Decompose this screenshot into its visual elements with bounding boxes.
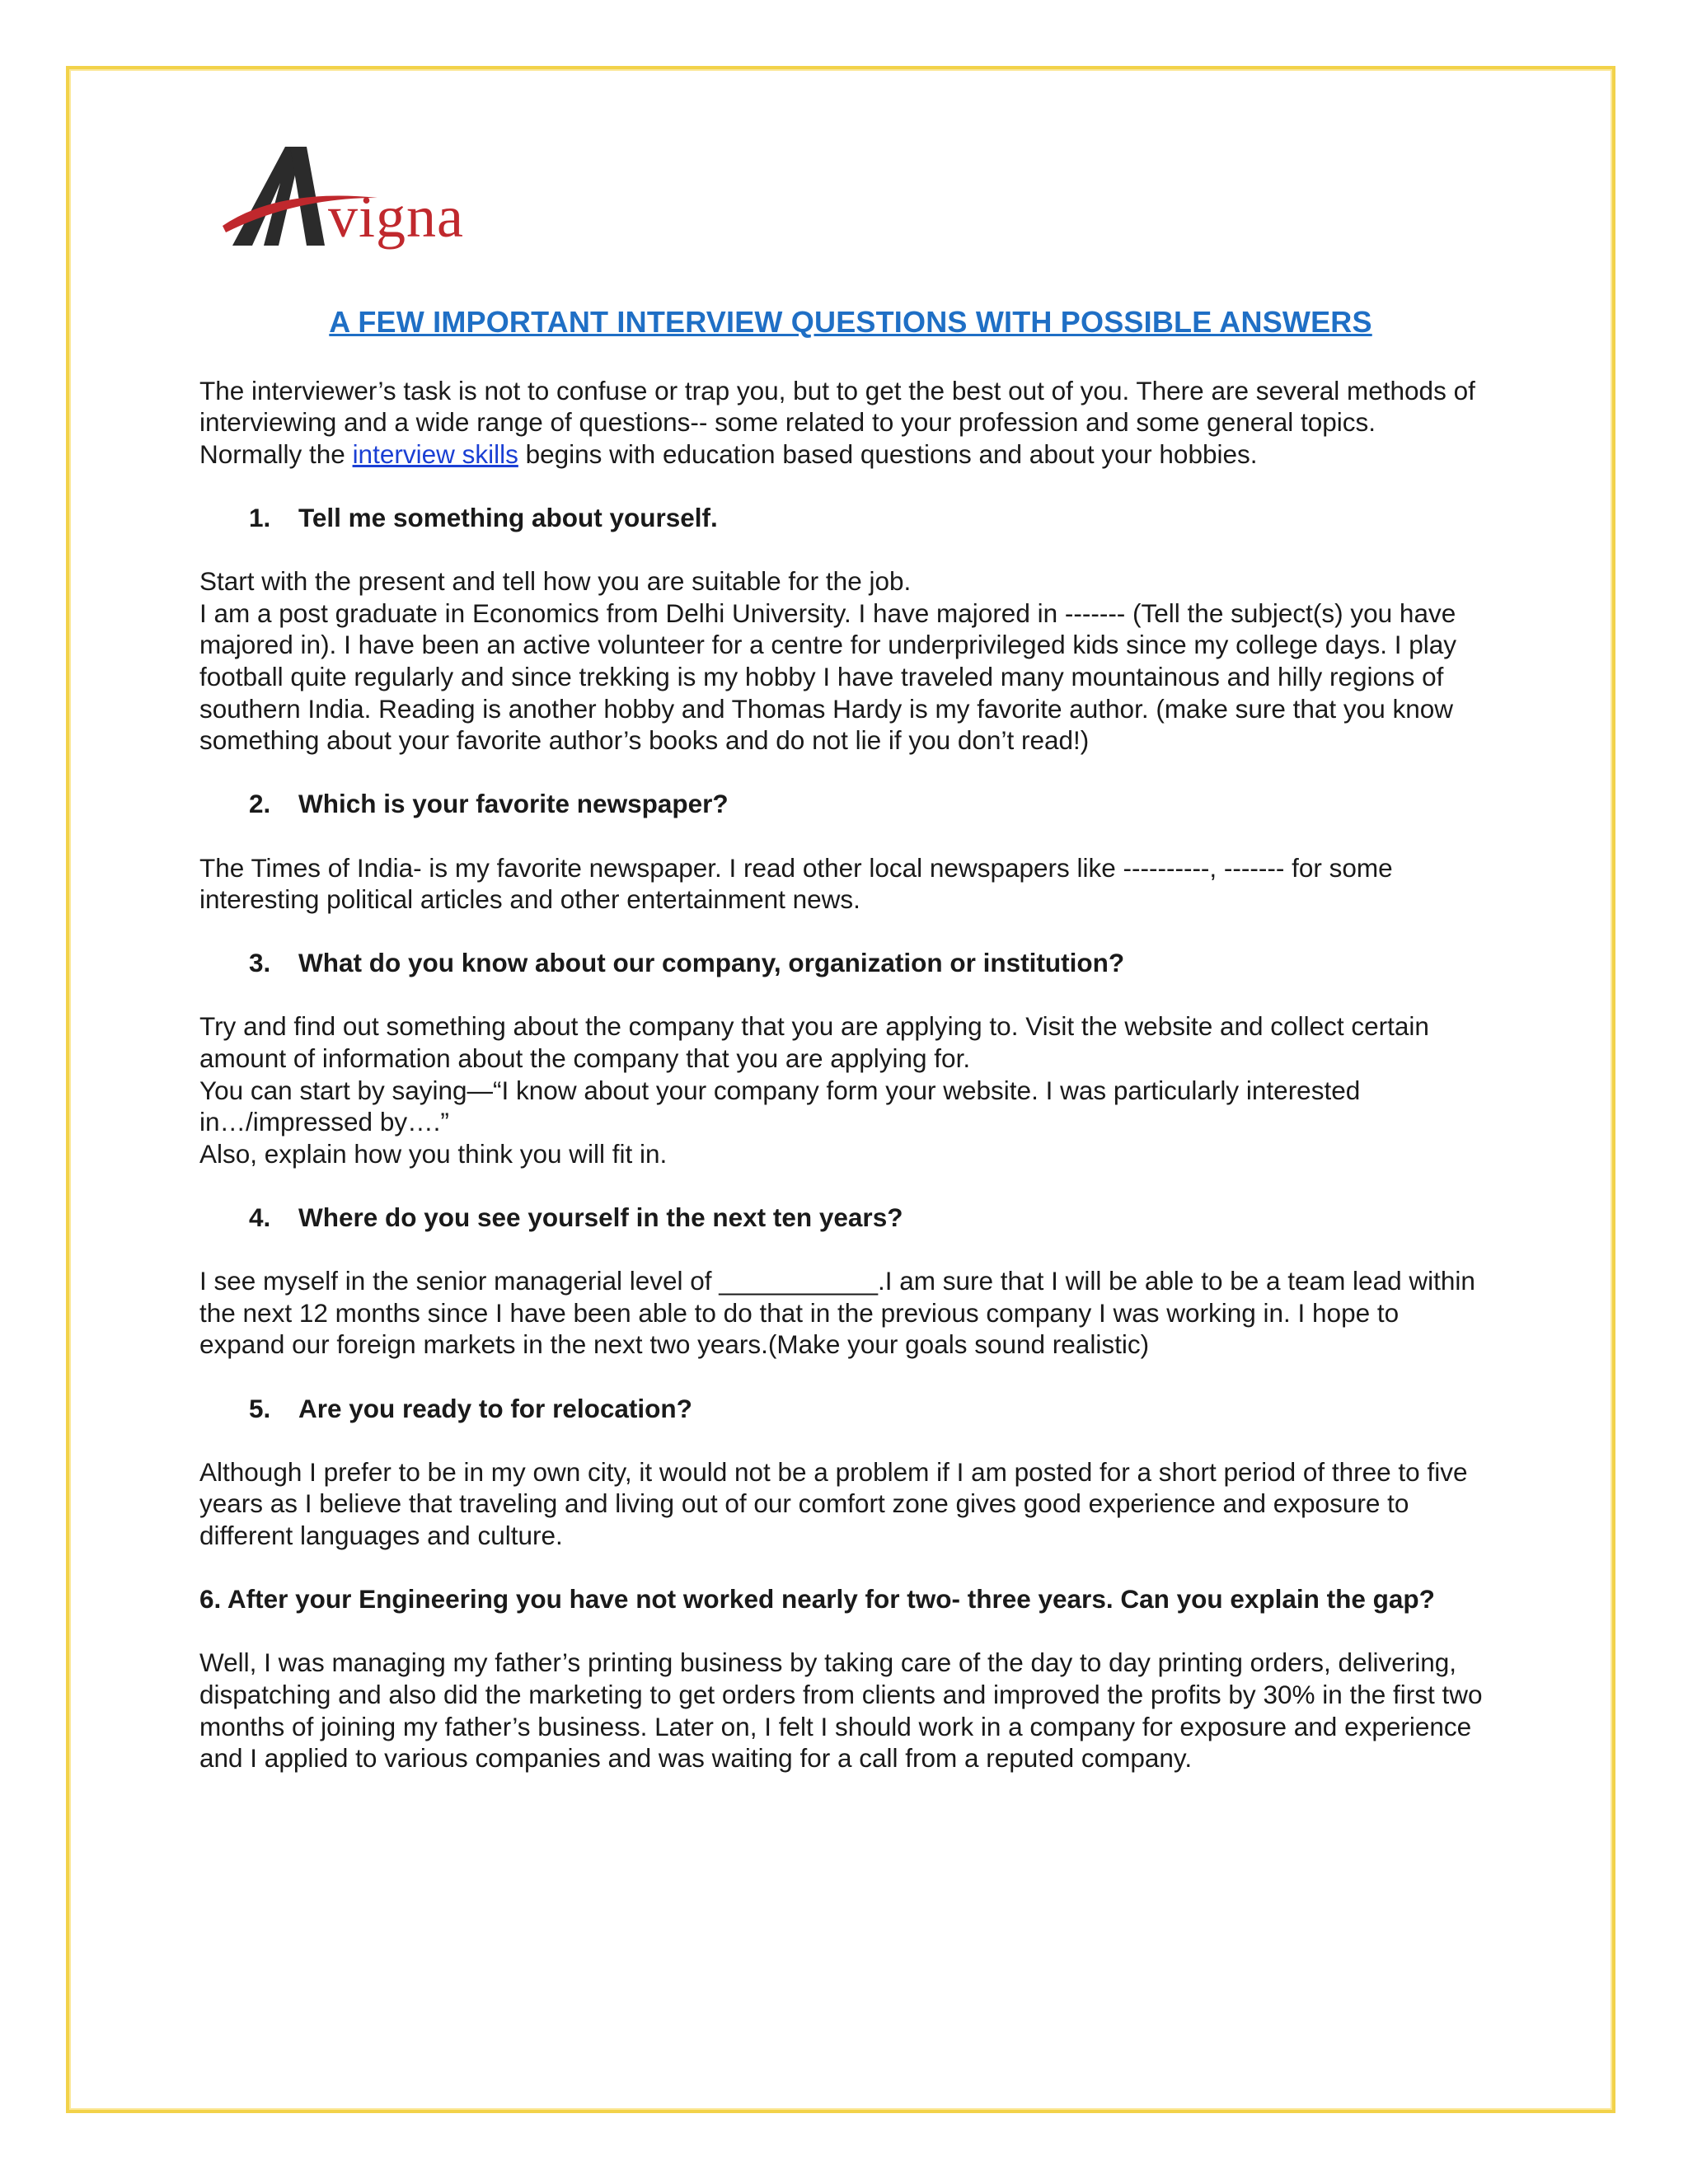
intro-paragraph (199, 375, 1485, 471)
question-5 (199, 1393, 1485, 1425)
question-number: 4. (249, 1202, 271, 1233)
question-text: Are you ready to for relocation? (298, 1393, 692, 1423)
question-number: 2. (249, 789, 271, 819)
answer-4: I see myself in the senior managerial level of ___________.I am sure that I will be able to be a team lead within the next 12 months since I have been able to do that in the previous company I was working in. I hope to expand our foreign markets in the next two years.(Make your goals sound realistic) (199, 1266, 1475, 1360)
document-body (199, 307, 1485, 1774)
question-text: Where do you see yourself in the next ten years? (298, 1202, 903, 1233)
question-number: 1. (249, 502, 271, 532)
question-4 (199, 1202, 1485, 1234)
question-3 (199, 947, 1485, 979)
question-text: What do you know about our company, organization or institution? (298, 948, 1125, 978)
question-number: 5. (249, 1393, 271, 1423)
interview-skills-link[interactable]: interview skills (352, 438, 518, 469)
question-1 (199, 502, 1485, 534)
answer-5: Although I prefer to be in my own city, it would not be a problem if I am posted for a short period of three to five years as I believe that traveling and living out of our comfort zone gives good experience and exposure to different languages and culture. (199, 1456, 1468, 1550)
question-text: Tell me something about yourself. (298, 502, 718, 532)
question-6: 6. After your Engineering you have not worked nearly for two- three years. Can you explain the gap? (199, 1584, 1435, 1615)
answer-2: The Times of India- is my favorite newspaper. I read other local newspapers like ----------, ------- for some interesting political articles and other entertainment news. (199, 852, 1393, 915)
page-title: A FEW IMPORTANT INTERVIEW QUESTIONS WITH POSSIBLE ANSWERS (329, 305, 1372, 339)
answer-3-line-1: Try and find out something about the company that you are applying to. Visit the website and collect certain amount of information about the company that you are applying for. (199, 1011, 1429, 1074)
intro-text-before-link: The interviewer’s task is not to confuse or trap you, but to get the best out of you. There are several methods of interviewing and a wide range of questions-- some related to your profession and some general topics. Normally the (199, 375, 1475, 469)
intro-text-after-link: begins with education based questions and about your hobbies. (518, 438, 1258, 469)
question-2 (199, 788, 1485, 820)
answer-6: Well, I was managing my father’s printing business by taking care of the day to day printing orders, delivering, dispatching and also did the marketing to get orders from clients and improved the profits by 30% in the first two months of joining my father’s business. Later on, I felt I should work in a company for exposure and experience and I applied to various companies and was waiting for a call from a reputed company. (199, 1647, 1483, 1774)
logo-text: vigna (328, 184, 464, 250)
question-text: Which is your favorite newspaper? (298, 789, 729, 819)
answer-3-line-2: You can start by saying—“I know about your company form your website. I was particularly interested in…/impressed by….” (199, 1075, 1361, 1137)
question-number: 3. (249, 948, 271, 978)
avigna-logo (221, 140, 464, 255)
answer-1-body: I am a post graduate in Economics from Delhi University. I have majored in ------- (Tell the subject(s) you have majored in). I have been an active volunteer for a centre for underprivileged kids since my college days. I play football quite regularly and since trekking is my hobby I have traveled many mountainous and hilly regions of southern India. Reading is another hobby and Thomas Hardy is my favorite author. (make sure that you know something about your favorite author’s books and do not lie if you don’t read!) (199, 598, 1457, 756)
answer-3-line-3: Also, explain how you think you will fit in. (199, 1138, 668, 1169)
answer-1-intro: Start with the present and tell how you are suitable for the job. (199, 566, 912, 597)
